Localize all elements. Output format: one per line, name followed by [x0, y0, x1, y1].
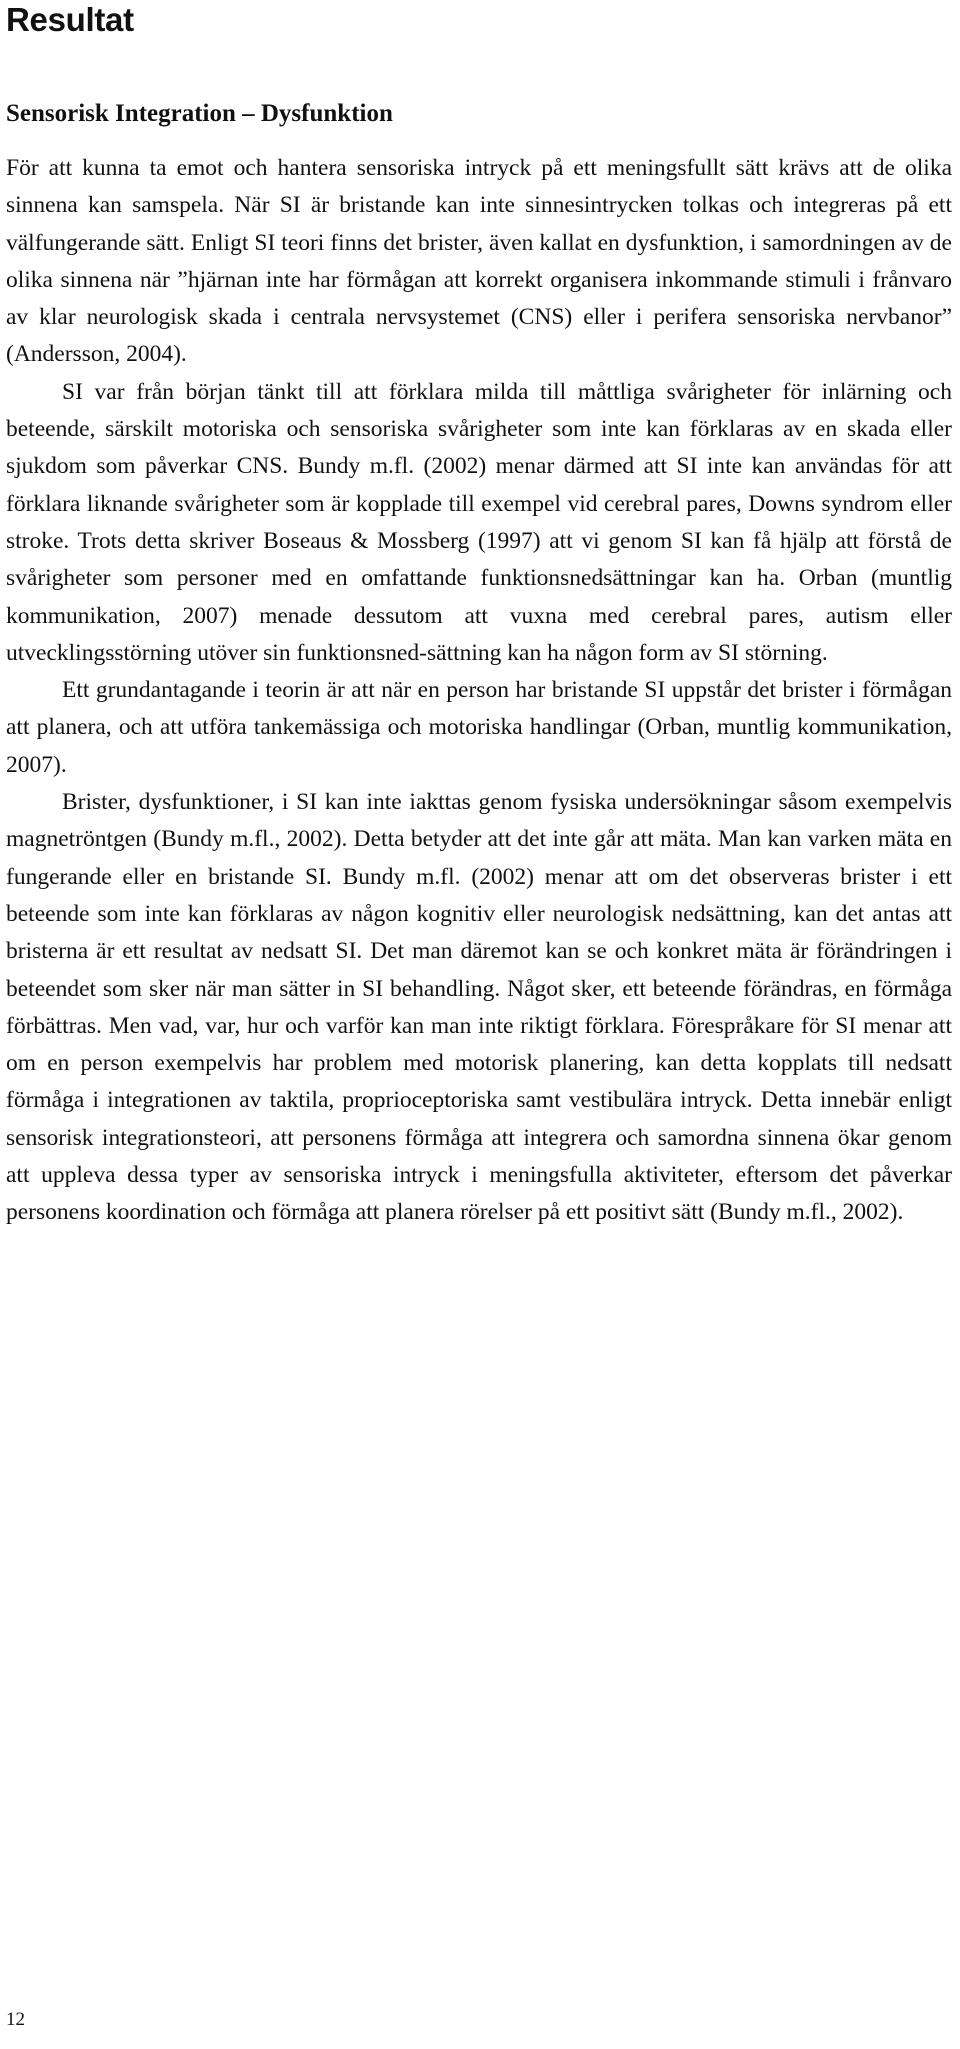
paragraph: För att kunna ta emot och hantera sensoriska intryck på ett meningsfullt sätt krävs att de olika sinnena kan samspela. När SI är bristande kan inte sinnesintrycken tolkas och integreras på ett välfungerande sätt. Enligt SI teori finns det brister, även kallat en dysfunktion, i samordningen av de olika sinnena när ”hjärnan inte har förmågan att korrekt organisera inkommande stimuli i frånvaro av klar neurologisk skada i centrala nervsystemet (CNS) eller i perifera sensoriska nervbanor” (Andersson, 2004).	[6, 155, 952, 368]
paragraph: Brister, dysfunktioner, i SI kan inte iakttas genom fysiska undersökningar såsom exempelvis magnetröntgen (Bundy m.fl., 2002). Detta betyder att det inte går att mäta. Man kan varken mäta en fungerande eller en bristande SI. Bundy m.fl. (2002) menar att om det observeras brister i ett beteende som inte kan förklaras av någon kognitiv eller neurologisk nedsättning, kan det antas att bristerna är ett resultat av nedsatt SI. Det man däremot kan se och konkret mäta är förändringen i beteendet som sker när man sätter in SI behandling. Något sker, ett beteende förändras, en förmåga förbättras. Men vad, var, hur och varför kan man inte riktigt förklara. Förespråkare för SI menar att om en person exempelvis har problem med motorisk planering, kan detta kopplats till nedsatt förmåga i integrationen av taktila, proprioceptoriska samt vestibulära intryck. Detta innebär enligt sensorisk integrationsteori, att personens förmåga att integrera och samordna sinnena ökar genom att uppleva dessa typer av sensoriska intryck i meningsfulla aktiviteter, eftersom det påverkar personens koordination och förmåga att planera rörelser på ett positivt sätt (Bundy m.fl., 2002).	[6, 789, 952, 1226]
body-text	[6, 150, 952, 1232]
page-title: Resultat	[6, 1, 134, 38]
page-number: 12	[6, 2009, 25, 2030]
paragraph: Ett grundantagande i teorin är att när en person har bristande SI uppstår det brister i förmågan att planera, och att utföra tankemässiga och motoriska handlingar (Orban, muntlig kommunikation, 2007).	[6, 677, 952, 778]
paragraph: SI var från början tänkt till att förklara milda till måttliga svårigheter för inlärning och beteende, särskilt motoriska och sensoriska svårigheter som inte kan förklaras av en skada eller sjukdom som påverkar CNS. Bundy m.fl. (2002) menar därmed att SI inte kan användas för att förklara liknande svårigheter som är kopplade till exempel vid cerebral pares, Downs syndrom eller stroke. Trots detta skriver Boseaus & Mossberg (1997) att vi genom SI kan få hjälp att förstå de svårigheter som personer med en omfattande funktionsnedsättningar kan ha. Orban (muntlig kommunikation, 2007) menade dessutom att vuxna med cerebral pares, autism eller utvecklingsstörning utöver sin funktionsned-sättning kan ha någon form av SI störning.	[6, 378, 952, 666]
section-heading: Sensorisk Integration – Dysfunktion	[6, 100, 393, 127]
